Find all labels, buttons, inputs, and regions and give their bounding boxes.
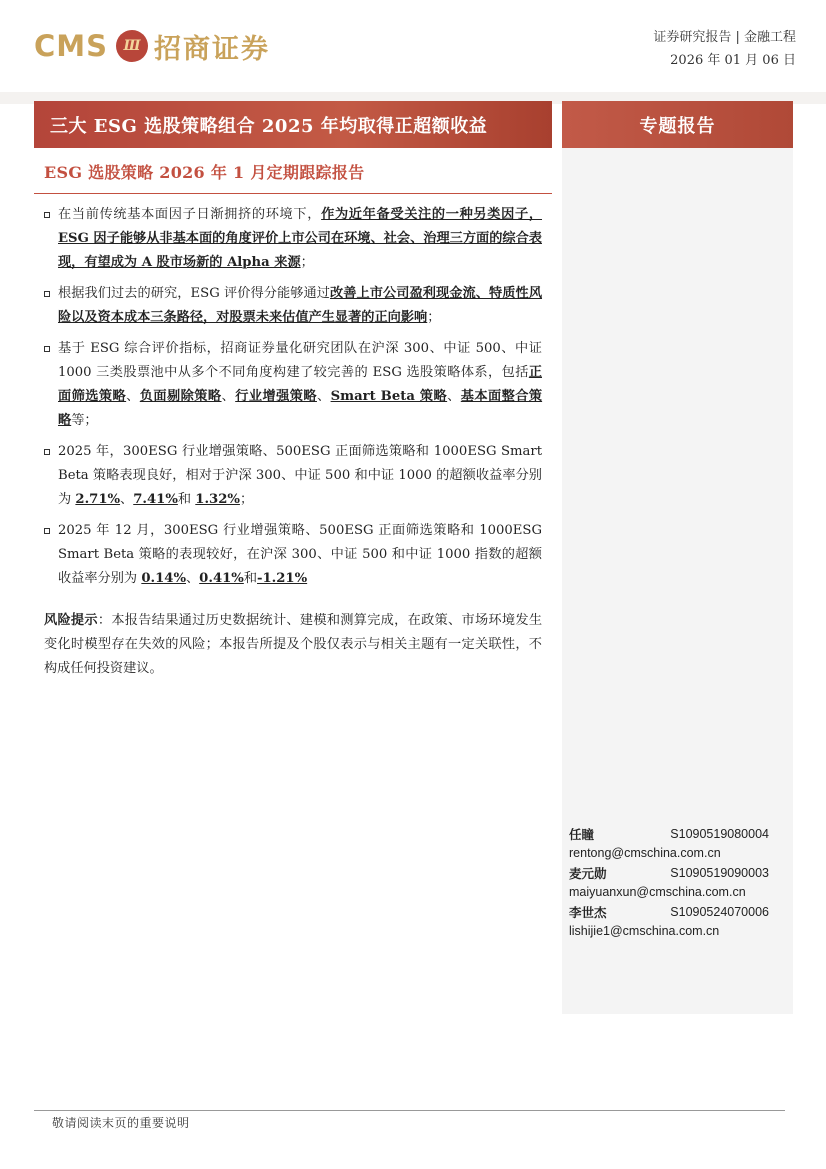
- separator: 和: [177, 492, 196, 507]
- analyst-name: 李世杰: [569, 904, 607, 920]
- bullet-item: [44, 282, 542, 330]
- report-date: 2026 年 01 月 06 日: [670, 53, 796, 68]
- logo-emblem-icon: Ⅲ: [116, 30, 148, 62]
- bullet-text: 2025 年 12 月，300ESG 行业增强策略、500ESG 正面筛选策略和 1000ESG Smart Beta 策略的表现较好，在沪深 300、中证 500 和中证 1000 指数的超额收益率分别为: [58, 523, 542, 586]
- analyst-email[interactable]: rentong@cmschina.com.cn: [569, 846, 721, 861]
- report-title: 三大 ESG 选股策略组合 2025 年均取得正超额收益: [34, 101, 552, 148]
- separator: 、: [316, 389, 331, 404]
- excess-return-1000: 1.32%: [195, 492, 240, 507]
- risk-label: 风险提示: [44, 613, 98, 628]
- bullet-box-icon: [44, 291, 50, 297]
- bullet-highlight: 改善上市公司盈利现金流、特质性风险以及资本成本三条路径，对股票未来估值产生显著的正向影响: [58, 286, 543, 325]
- analyst-entry: [569, 903, 793, 942]
- analyst-license: S1090519080004: [670, 827, 769, 841]
- monthly-return-1000: -1.21%: [257, 571, 308, 586]
- risk-text: ：本报告结果通过历史数据统计、建模和测算完成，在政策、市场环境发生变化时模型存在失效的风险；本报告所提及个股仅表示与相关主题有一定关联性，不构成任何投资建议。: [44, 613, 543, 676]
- summary-bullets: [44, 203, 542, 598]
- report-type: 证券研究报告 | 金融工程: [653, 30, 796, 45]
- strategy-positive: 正面筛选策略: [58, 365, 542, 404]
- bullet-highlight: 作为近年备受关注的一种另类因子，ESG 因子能够从非基本面的角度评价上市公司在环境、社会、治理三方面的综合表现，有望成为 A 股市场新的 Alpha 来源: [58, 207, 543, 270]
- bullet-box-icon: [44, 212, 50, 218]
- analyst-entry: [569, 864, 793, 903]
- strategy-fundamental: 基本面整合策略: [58, 389, 543, 428]
- analyst-email[interactable]: maiyuanxun@cmschina.com.cn: [569, 885, 746, 900]
- bullet-item: [44, 203, 542, 275]
- risk-warning: [44, 609, 542, 681]
- footer-divider: [34, 1110, 785, 1111]
- company-logo: [34, 26, 270, 66]
- separator: 、: [185, 571, 200, 586]
- analyst-name: 任瞳: [569, 827, 595, 842]
- bullet-box-icon: [44, 528, 50, 534]
- separator: 、: [120, 492, 134, 507]
- strategy-smart-beta: Smart Beta 策略: [330, 389, 448, 404]
- title-divider: [34, 193, 552, 194]
- separator: 和: [243, 571, 258, 586]
- bullet-text: 基于 ESG 综合评价指标，招商证券量化研究团队在沪深 300、中证 500、中证 1000 三类股票池中从多个不同角度构建了较完善的 ESG 选股策略体系，包括: [58, 341, 542, 380]
- header-meta: [653, 26, 796, 72]
- monthly-return-500: 0.41%: [199, 571, 244, 586]
- footer-note: 敬请阅读末页的重要说明: [52, 1116, 190, 1130]
- bullet-text: 根据我们过去的研究，ESG 评价得分能够通过: [58, 286, 331, 301]
- analyst-list: [569, 825, 793, 941]
- bullet-text: ；: [300, 255, 314, 270]
- excess-return-500: 7.41%: [133, 492, 178, 507]
- bullet-item: [44, 337, 542, 433]
- strategy-negative: 负面剔除策略: [139, 389, 222, 404]
- bullet-item: [44, 440, 542, 512]
- bullet-text: 在当前传统基本面因子日渐拥挤的环境下，: [58, 207, 322, 222]
- separator: 、: [126, 389, 140, 404]
- excess-return-300: 2.71%: [75, 492, 121, 507]
- report-tag: 专题报告: [562, 101, 793, 148]
- bullet-text: ；: [239, 492, 254, 507]
- analyst-license: S1090519090003: [670, 865, 769, 880]
- analyst-name: 麦元勋: [569, 865, 607, 881]
- separator: 、: [447, 389, 461, 404]
- bullet-box-icon: [44, 449, 50, 455]
- logo-company-name: 招商证券: [154, 33, 271, 65]
- strategy-industry: 行业增强策略: [235, 389, 317, 404]
- report-subtitle: ESG 选股策略 2026 年 1 月定期跟踪报告: [44, 163, 365, 182]
- bullet-text: ；: [427, 310, 441, 325]
- logo-cms-text: CMS: [34, 29, 109, 63]
- monthly-return-300: 0.14%: [141, 571, 186, 586]
- analyst-entry: [569, 825, 793, 864]
- analyst-email[interactable]: lishijie1@cmschina.com.cn: [569, 924, 720, 939]
- bullet-text: 等；: [71, 413, 98, 428]
- bullet-text: 2025 年，300ESG 行业增强策略、500ESG 正面筛选策略和 1000ESG Smart Beta 策略表现良好，相对于沪深 300、中证 500 和中证 1000 的超额收益率分别为: [58, 444, 542, 507]
- bullet-box-icon: [44, 346, 50, 352]
- analyst-license: S1090524070006: [670, 904, 769, 919]
- bullet-item: [44, 519, 542, 591]
- separator: 、: [221, 389, 236, 404]
